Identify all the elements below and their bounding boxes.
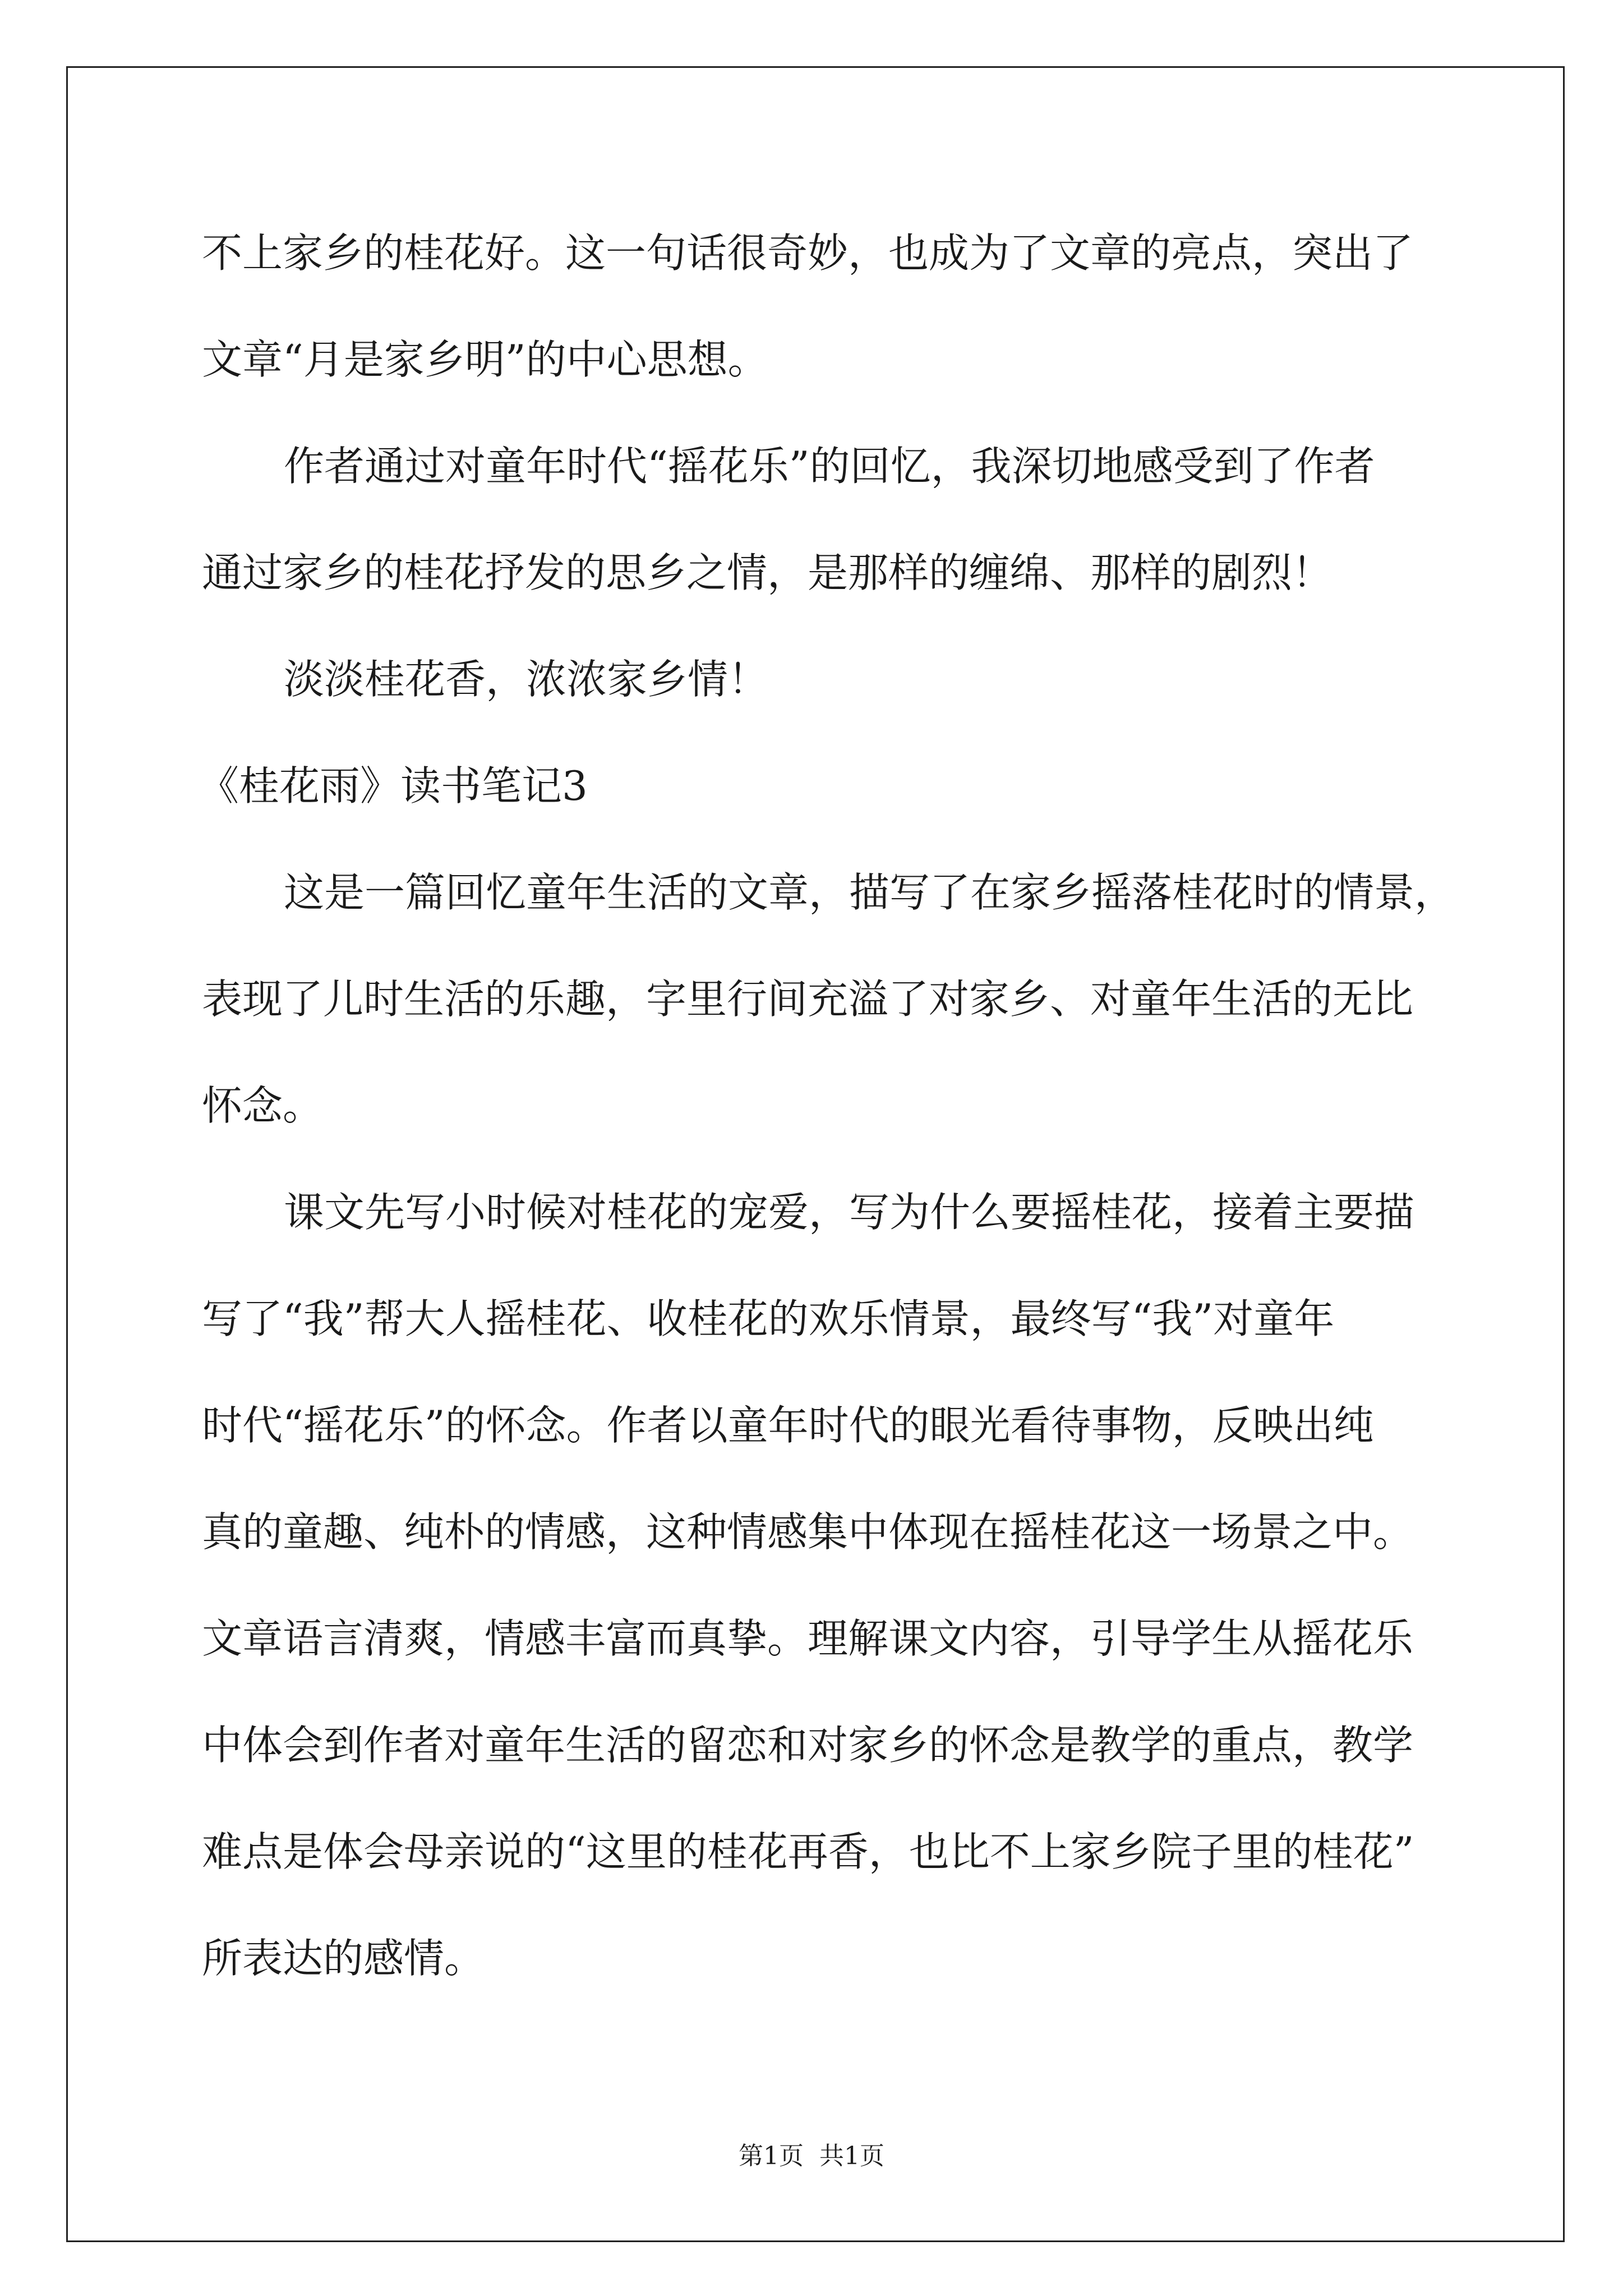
paragraph-2-line-2: 通过家乡的桂花抒发的思乡之情，是那样的缠绵、那样的剧烈！ <box>202 549 1333 596</box>
paragraph-5-line-3: 时代“摇花乐”的怀念。作者以童年时代的眼光看待事物，反映出纯 <box>202 1402 1374 1449</box>
paragraph-5-line-5: 文章语言清爽，情感丰富而真挚。理解课文内容，引导学生从摇花乐 <box>202 1615 1414 1662</box>
paragraph-5-line-6: 中体会到作者对童年生活的留恋和对家乡的怀念是教学的重点，教学 <box>202 1722 1414 1769</box>
paragraph-4-line-1: 这是一篇回忆童年生活的文章，描写了在家乡摇落桂花时的情景， <box>284 869 1455 916</box>
paragraph-5-line-1: 课文先写小时候对桂花的宠爱，写为什么要摇桂花，接着主要描 <box>284 1189 1415 1236</box>
section-heading: 《桂花雨》读书笔记3 <box>199 762 588 809</box>
paragraph-4-line-3: 怀念。 <box>202 1082 324 1129</box>
paragraph-4-line-2: 表现了儿时生活的乐趣，字里行间充溢了对家乡、对童年生活的无比 <box>202 976 1414 1023</box>
paragraph-5-line-8: 所表达的感情。 <box>202 1935 485 1982</box>
paragraph-1-line-2: 文章“月是家乡明”的中心思想。 <box>202 336 768 383</box>
paragraph-3-line-1: 淡淡桂花香，浓浓家乡情！ <box>284 656 769 703</box>
page-footer: 第1页 共1页 <box>739 2142 884 2170</box>
paragraph-5-line-2: 写了“我”帮大人摇桂花、收桂花的欢乐情景，最终写“我”对童年 <box>202 1295 1335 1342</box>
paragraph-5-line-7: 难点是体会母亲说的“这里的桂花再香，也比不上家乡院子里的桂花” <box>202 1828 1414 1875</box>
paragraph-5-line-4: 真的童趣、纯朴的情感，这种情感集中体现在摇桂花这一场景之中。 <box>202 1508 1414 1556</box>
document-body <box>199 200 1537 2012</box>
paragraph-2-line-1: 作者通过对童年时代“摇花乐”的回忆，我深切地感受到了作者 <box>284 443 1375 490</box>
paragraph-1-line-1: 不上家乡的桂花好。这一句话很奇妙，也成为了文章的亮点，突出了 <box>202 229 1414 277</box>
